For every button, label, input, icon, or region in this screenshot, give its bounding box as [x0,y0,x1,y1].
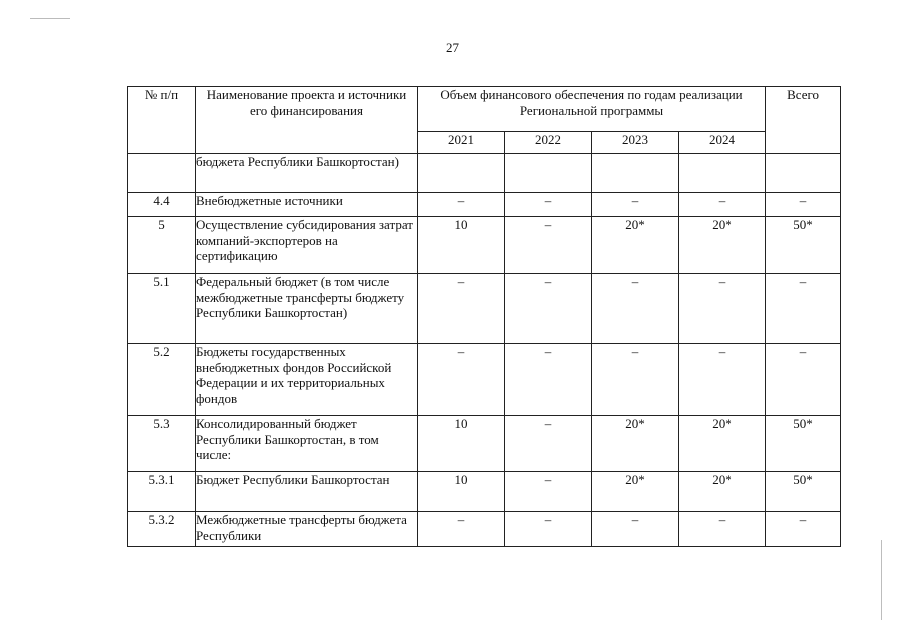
header-total: Всего [766,87,841,154]
table-row [128,416,841,472]
header-number: № п/п [128,87,196,154]
value-2023: – [592,344,679,416]
value-2021 [418,154,505,193]
value-2023 [592,154,679,193]
value-2024: – [679,274,766,344]
value-2024: 20* [679,472,766,512]
value-2022: – [505,416,592,472]
value-total: 50* [766,472,841,512]
table-row [128,217,841,274]
value-2021: 10 [418,416,505,472]
value-2021: 10 [418,472,505,512]
value-total [766,154,841,193]
value-2021: 10 [418,217,505,274]
table-row [128,344,841,416]
value-total: 50* [766,217,841,274]
row-number: 5.2 [128,344,196,416]
value-2024: – [679,512,766,547]
row-number: 5.1 [128,274,196,344]
value-2021: – [418,193,505,217]
value-2023: – [592,274,679,344]
header-year-2022: 2022 [505,132,592,154]
value-total: – [766,274,841,344]
table-row [128,274,841,344]
row-number: 5.3.1 [128,472,196,512]
value-2021: – [418,274,505,344]
value-2022: – [505,472,592,512]
header-year-2024: 2024 [679,132,766,154]
value-2024: 20* [679,217,766,274]
row-number: 5 [128,217,196,274]
table-row [128,472,841,512]
value-total: 50* [766,416,841,472]
value-2022: – [505,274,592,344]
value-total: – [766,193,841,217]
table-row [128,193,841,217]
value-2023: 20* [592,416,679,472]
value-2023: 20* [592,217,679,274]
row-name: Бюджеты государственных внебюджетных фондов Российской Федерации и их территориальных фондов [196,344,418,416]
value-2022: – [505,193,592,217]
row-name: Консолидированный бюджет Республики Башкортостан, в том числе: [196,416,418,472]
value-2021: – [418,512,505,547]
financing-table [127,86,841,547]
row-name: Бюджет Республики Башкортостан [196,472,418,512]
value-2022: – [505,344,592,416]
table-row [128,512,841,547]
value-2024: – [679,193,766,217]
value-2022: – [505,217,592,274]
scan-mark [30,18,70,19]
value-2022: – [505,512,592,547]
value-2024 [679,154,766,193]
header-volume: Объем финансового обеспечения по годам реализации Региональной программы [418,87,766,132]
row-number: 5.3 [128,416,196,472]
value-2022 [505,154,592,193]
row-number: 5.3.2 [128,512,196,547]
value-2023: – [592,193,679,217]
value-2023: – [592,512,679,547]
page-number: 27 [446,40,459,55]
row-number [128,154,196,193]
value-2024: – [679,344,766,416]
row-name: Внебюджетные источники [196,193,418,217]
row-number: 4.4 [128,193,196,217]
row-name: бюджета Республики Башкортостан) [196,154,418,193]
header-year-2023: 2023 [592,132,679,154]
table-row [128,154,841,193]
value-2023: 20* [592,472,679,512]
value-total: – [766,344,841,416]
scan-edge-mark [881,540,882,620]
header-name: Наименование проекта и источники его финансирования [196,87,418,154]
value-2024: 20* [679,416,766,472]
header-year-2021: 2021 [418,132,505,154]
row-name: Федеральный бюджет (в том числе межбюджетные трансферты бюджету Республики Башкортостан) [196,274,418,344]
value-total: – [766,512,841,547]
row-name: Осуществление субсидирования затрат компаний-экспортеров на сертификацию [196,217,418,274]
value-2021: – [418,344,505,416]
row-name: Межбюджетные трансферты бюджета Республики [196,512,418,547]
